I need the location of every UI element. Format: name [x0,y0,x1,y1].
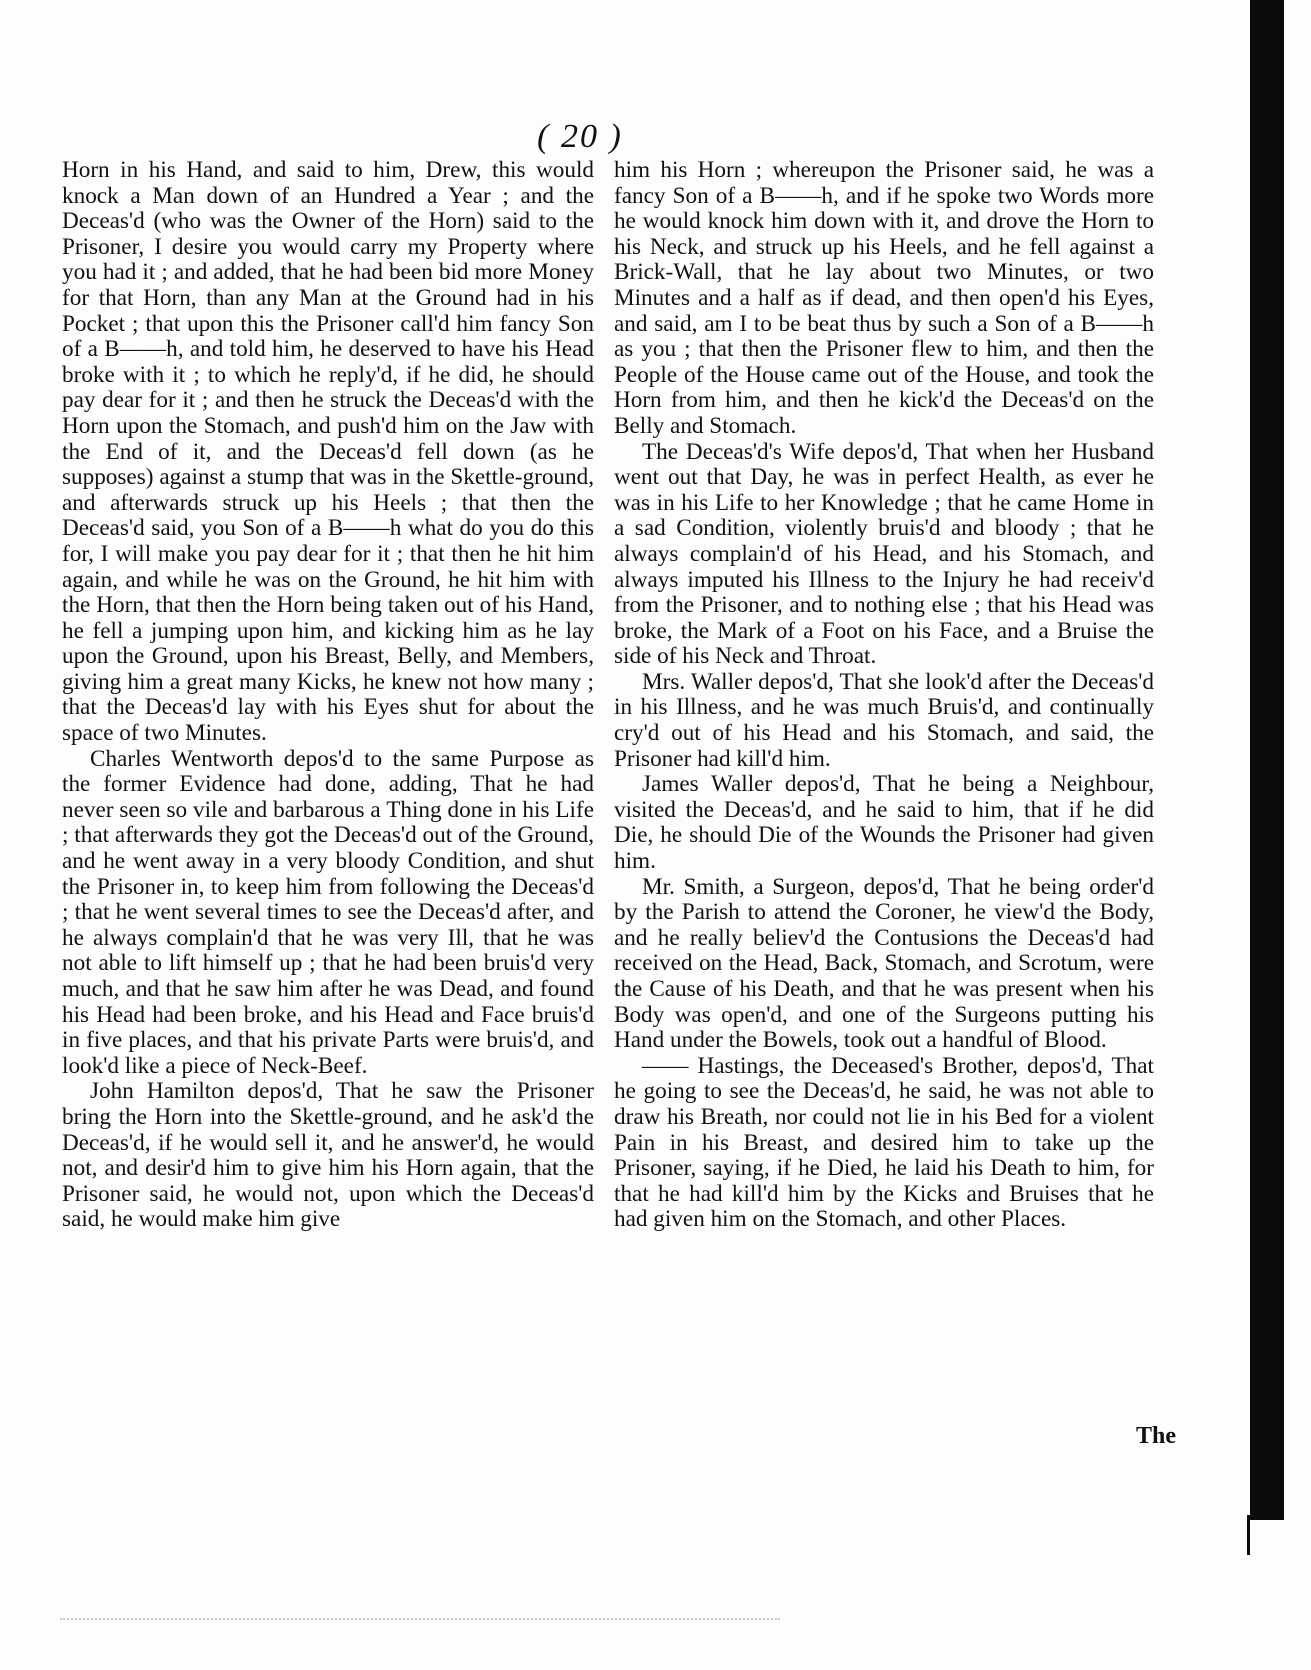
scan-noise [60,1598,780,1620]
scan-edge-shadow [1250,0,1284,1520]
paragraph: Mrs. Waller depos'd, That she look'd after the Deceas'd in his Illness, and he was much Bruis'd, and continually cry'd out of his Head and his Stomach, and said, the Prisoner had kill'd him. [614,668,1154,772]
paragraph: James Waller depos'd, That he being a Neighbour, visited the Deceas'd, and he said to him, that if he did Die, he should Die of the Wounds the Prisoner had given him. [614,771,1154,875]
scan-edge-shadow-tail [1247,1515,1250,1555]
right-column [614,158,1154,1233]
paragraph: —— Hastings, the Deceased's Brother, depos'd, That he going to see the Deceas'd, he said, he was not able to draw his Breath, nor could not lie in his Bed for a violent Pain in his Breast, and desired him to take up the Prisoner, saying, if he Died, he laid his Death to him, for that he had kill'd him by the Kicks and Bruises that he had given him on the Stomach, and other Places. [614,1052,1154,1233]
paragraph: Horn in his Hand, and said to him, Drew, this would knock a Man down of an Hundred a Year ; and the Deceas'd (who was the Owner of the Horn) said to the Prisoner, I desire you would carry my Property where you had it ; and added, that he had been bid more Money for that Horn, than any Man at the Ground had in his Pocket ; that upon this the Prisoner call'd him fancy Son of a B——h, and told him, he deserved to have his Head broke with it ; to which he reply'd, if he did, he should pay dear for it ; and then he struck the Deceas'd with the Horn upon the Stomach, and push'd him on the Jaw with the End of it, and the Deceas'd fell down (as he supposes) against a stump that was in the Skettle-ground, and afterwards struck up his Heels ; that then the Deceas'd said, you Son of a B——h what do you do this for, I will make you pay dear for it ; that then he hit him again, and while he was on the Ground, he hit him with the Horn, that then the Horn being taken out of his Hand, he fell a jumping upon him, and kicking him as he lay upon the Ground, upon his Breast, Belly, and Members, giving him a great many Kicks, he knew not how many ; that the Deceas'd lay with his Eyes shut for about the space of two Minutes. [62,157,594,747]
paragraph: him his Horn ; whereupon the Prisoner said, he was a fancy Son of a B——h, and if he spoke two Words more he would knock him down with it, and drove the Horn to his Neck, and struck up his Heels, and he fell against a Brick-Wall, that he lay about two Minutes, or two Minutes and a half as if dead, and then open'd his Eyes, and said, am I to be beat thus by such a Son of a B——h as you ; that then the Prisoner flew to him, and then the People of the House came out of the House, and took the Horn from him, and then he kick'd the Deceas'd on the Belly and Stomach. [614,157,1154,439]
catchword: The [1136,1423,1177,1449]
paragraph: Mr. Smith, a Surgeon, depos'd, That he being order'd by the Parish to attend the Coroner, he view'd the Body, and he really believ'd the Contusions the Deceas'd had received on the Head, Back, Stomach, and Scrotum, were the Cause of his Death, and that he was present when his Body was open'd, and one of the Surgeons putting his Hand under the Bowels, took out a handful of Blood. [614,873,1154,1054]
paragraph: John Hamilton depos'd, That he saw the Prisoner bring the Horn into the Skettle-ground, and he ask'd the Deceas'd, if he would sell it, and he answer'd, he would not, and desir'd him to give him his Horn again, that the Prisoner said, he would not, upon which the Deceas'd said, he would make him give [62,1078,594,1233]
page-number: ( 20 ) [537,118,623,155]
paragraph: The Deceas'd's Wife depos'd, That when her Husband went out that Day, he was in perfect Health, as ever he was in his Life to her Knowledge ; that he came Home in a sad Condition, violently bruis'd and bloody ; that he always complain'd of his Head, and his Stomach, and always imputed his Illness to the Injury he had receiv'd from the Prisoner, and to nothing else ; that his Head was broke, the Mark of a Foot on his Face, and a Bruise the side of his Neck and Throat. [614,438,1154,670]
left-column [62,158,594,1233]
paragraph: Charles Wentworth depos'd to the same Purpose as the former Evidence had done, adding, That he had never seen so vile and barbarous a Thing done in his Life ; that afterwards they got the Deceas'd out of the Ground, and he went away in a very bloody Condition, and shut the Prisoner in, to keep him from following the Deceas'd ; that he went several times to see the Deceas'd after, and he always complain'd that he was very Ill, that he was not able to lift himself up ; that he had been bruis'd very much, and that he saw him after he was Dead, and found his Head had been broke, and his Head and Face bruis'd in five places, and that his private Parts were bruis'd, and look'd like a piece of Neck-Beef. [62,745,594,1079]
scan-speck [1228,1000,1238,1012]
